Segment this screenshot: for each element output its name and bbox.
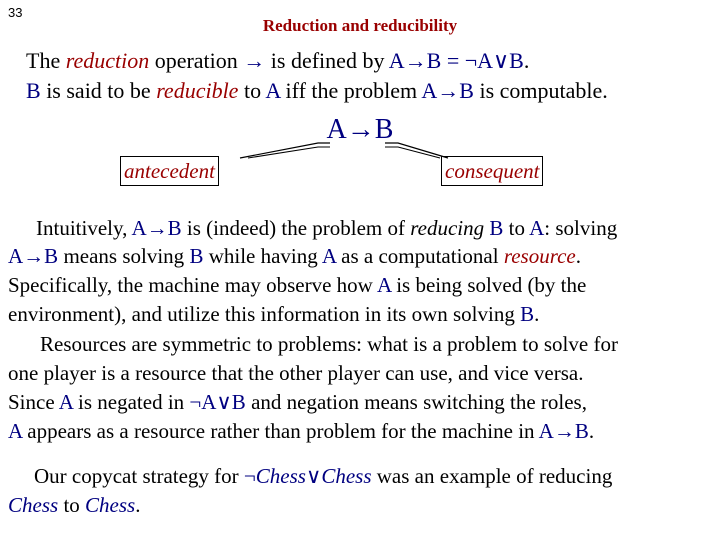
slide-number: 33 <box>8 5 23 20</box>
para1-line-1: Intuitively, A→B is (indeed) the problem of reducing B to A: solving <box>36 216 618 240</box>
para1-line-2: A→B means solving B while having A as a computational resource. <box>8 244 581 268</box>
arrow-symbol: → <box>437 78 460 103</box>
definition-line-1: The reduction operation → is defined by A→B = ¬A∨B. <box>26 48 530 73</box>
arrow-symbol: → <box>146 216 168 240</box>
para1-line-3: Specifically, the machine may observe how A is being solved (by the <box>8 273 587 297</box>
negation-symbol: ¬ <box>189 390 202 414</box>
para2-line-4: A appears as a resource rather than problem for the machine in A→B. <box>8 419 595 443</box>
reduction-term: reduction <box>65 48 150 73</box>
antecedent-A: A <box>326 114 347 145</box>
negation-symbol: ¬ <box>243 464 256 488</box>
consequent-label: consequent <box>441 156 543 186</box>
antecedent-callout <box>240 143 330 158</box>
arrow-symbol: → <box>23 244 45 268</box>
antecedent-label: antecedent <box>120 156 219 186</box>
para2-line-1: Resources are symmetric to problems: what is a problem to solve for <box>40 332 618 356</box>
arrow-symbol: → <box>346 114 375 145</box>
disjunction-symbol: ∨ <box>493 48 510 73</box>
disjunction-symbol: ∨ <box>216 390 232 414</box>
arrow-symbol: → <box>404 48 427 73</box>
consequent-callout <box>385 143 448 158</box>
resource-term: resource <box>503 244 576 268</box>
slide-title: Reduction and reducibility <box>262 16 458 35</box>
arrow-symbol: → <box>553 419 575 443</box>
reducible-term: reducible <box>156 78 239 103</box>
para2-line-3: Since A is negated in ¬A∨B and negation means switching the roles, <box>8 390 587 414</box>
para3-line-1: Our copycat strategy for ¬Chess∨Chess was an example of reducing <box>34 464 613 488</box>
consequent-B: B <box>374 114 394 145</box>
para2-line-2: one player is a resource that the other player can use, and vice versa. <box>8 361 584 385</box>
negation-symbol: ¬ <box>464 48 478 73</box>
definition-line-2: B is said to be reducible to A iff the problem A→B is computable. <box>26 78 608 103</box>
para1-line-4: environment), and utilize this information in its own solving B. <box>8 302 540 326</box>
arrow-symbol: → <box>243 48 266 73</box>
disjunction-symbol: ∨ <box>305 464 322 488</box>
para3-line-2: Chess to Chess. <box>8 493 141 517</box>
